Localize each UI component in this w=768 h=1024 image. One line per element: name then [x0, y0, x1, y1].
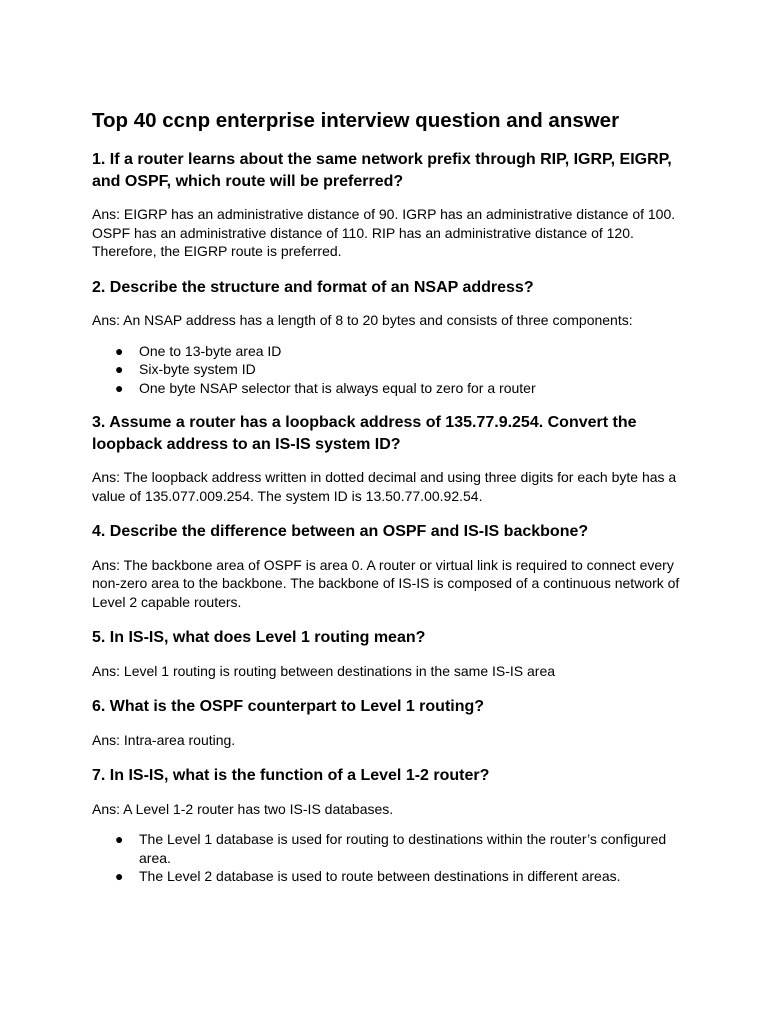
qa-item-4: [92, 521, 682, 611]
answer-1: Ans: EIGRP has an administrative distance of 90. IGRP has an administrative distance of 100. OSPF has an administrative distance of 110. RIP has an administrative distance of 120. Therefore, the EIGRP route is preferred.: [92, 206, 676, 259]
bullet-icon: ●: [115, 831, 124, 847]
answer-2: Ans: An NSAP address has a length of 8 to 20 bytes and consists of three components:: [92, 312, 633, 328]
bullet-text: One byte NSAP selector that is always equal to zero for a router: [139, 379, 536, 396]
answer-7-bullet-list: [92, 830, 682, 886]
bullet-text: The Level 1 database is used for routing to destinations within the router’s configured area.: [139, 831, 667, 866]
qa-item-1: [92, 149, 682, 261]
bullet-icon: ●: [115, 342, 124, 359]
answer-6: Ans: Intra-area routing.: [92, 731, 236, 748]
bullet-text: Six-byte system ID: [139, 361, 256, 377]
bullet-item: [92, 830, 682, 867]
answer-7: Ans: A Level 1-2 router has two IS-IS databases.: [92, 800, 394, 817]
qa-item-5: [92, 627, 682, 680]
qa-item-7: [92, 765, 682, 886]
qa-item-3: [92, 412, 682, 505]
bullet-item: [92, 867, 682, 886]
bullet-icon: ●: [115, 379, 124, 396]
qa-item-2: [92, 277, 682, 398]
question-7: 7. In IS-IS, what is the function of a Level 1-2 router?: [92, 767, 490, 784]
question-5: 5. In IS-IS, what does Level 1 routing mean?: [92, 629, 426, 646]
bullet-text: The Level 2 database is used to route between destinations in different areas.: [139, 868, 621, 884]
question-4: 4. Describe the difference between an OSPF and IS-IS backbone?: [92, 523, 589, 540]
answer-3: Ans: The loopback address written in dotted decimal and using three digits for each byte has a value of 135.077.009.254. The system ID is 13.50.77.00.92.54.: [92, 469, 677, 504]
bullet-item: [92, 379, 682, 398]
answer-2-bullet-list: [92, 342, 682, 398]
question-2: 2. Describe the structure and format of an NSAP address?: [92, 278, 534, 296]
question-1: 1. If a router learns about the same network prefix through RIP, IGRP, EIGRP, and OSPF, which route will be preferred?: [92, 151, 672, 190]
bullet-icon: ●: [115, 868, 124, 884]
qa-item-6: [92, 696, 682, 749]
answer-5: Ans: Level 1 routing is routing between destinations in the same IS-IS area: [92, 662, 556, 679]
question-6: 6. What is the OSPF counterpart to Level 1 routing?: [92, 698, 485, 715]
bullet-text: One to 13-byte area ID: [139, 342, 282, 359]
bullet-item: [92, 342, 682, 361]
document-title: Top 40 ccnp enterprise interview question and answer: [92, 109, 620, 132]
document-page: [92, 108, 682, 901]
answer-4: Ans: The backbone area of OSPF is area 0. A router or virtual link is required to connect every non-zero area to the backbone. The backbone of IS-IS is composed of a continuous network of Level 2 capable routers.: [92, 556, 680, 610]
bullet-item: [92, 360, 682, 379]
bullet-icon: ●: [115, 361, 124, 377]
question-3: 3. Assume a router has a loopback address of 135.77.9.254. Convert the loopback address to an IS-IS system ID?: [92, 414, 637, 453]
